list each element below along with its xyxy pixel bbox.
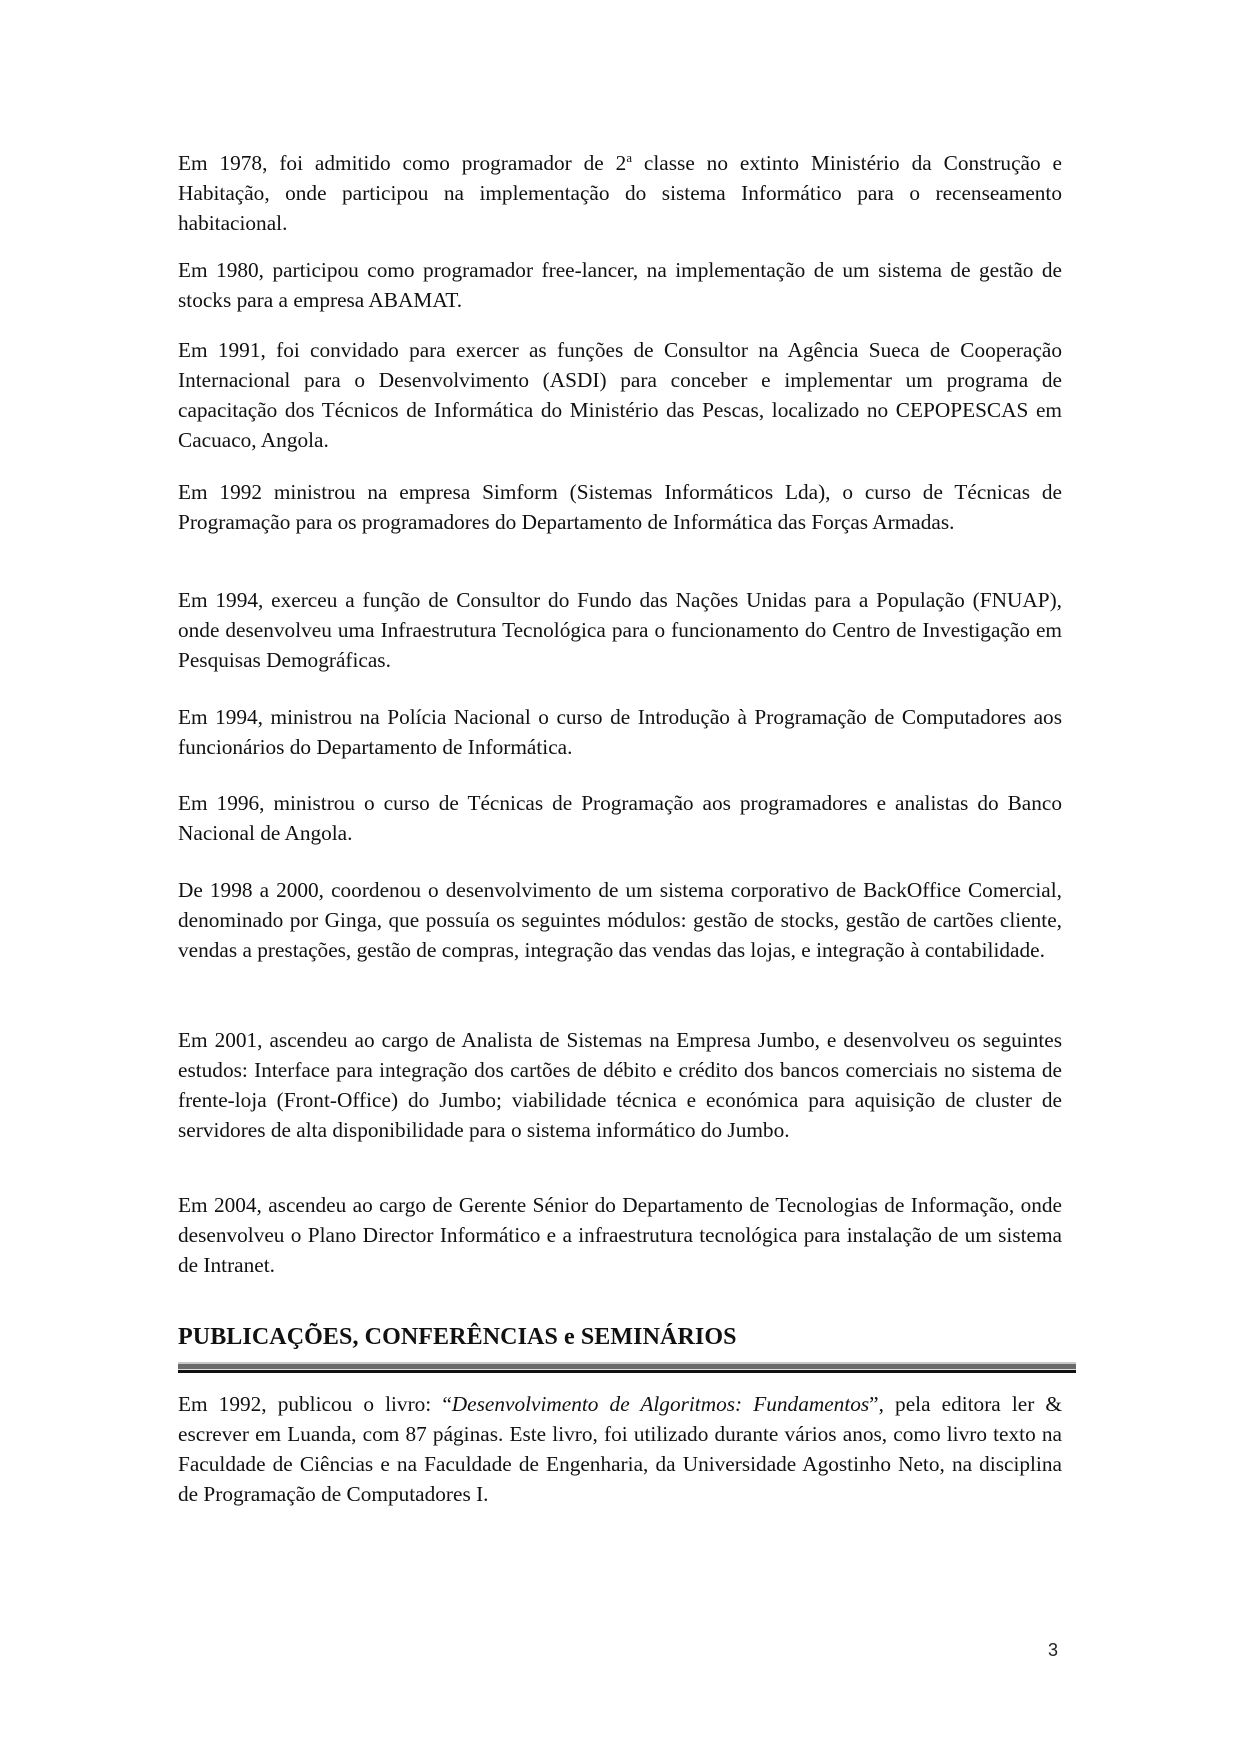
paragraph-text: ”, pela editora ler & escrever em Luanda, com 87 páginas. Este livro, foi utilizado durante vários anos, como livro texto na Faculdade de Ciências e na Faculdade de Engenharia, da Universidade Agostinho Neto, na disciplina de Programação de Computadores I.: [178, 1392, 1062, 1506]
paragraph-1978: [178, 148, 1062, 238]
paragraph-2004: Em 2004, ascendeu ao cargo de Gerente Sénior do Departamento de Tecnologias de Informação, onde desenvolveu o Plano Director Informático e a infraestrutura tecnológica para instalação de um sistema de Intranet.: [178, 1193, 1062, 1277]
paragraph-1998: De 1998 a 2000, coordenou o desenvolvimento de um sistema corporativo de BackOffice Comercial, denominado por Ginga, que possuía os seguintes módulos: gestão de stocks, gestão de cartões cliente, vendas a prestações, gestão de compras, integração das vendas das lojas, e integração à contabilidade.: [178, 878, 1062, 962]
paragraph-text: Em 1978, foi admitido como programador de 2: [178, 151, 627, 175]
section-heading-publicacoes: PUBLICAÇÕES, CONFERÊNCIAS e SEMINÁRIOS: [178, 1324, 737, 1350]
paragraph-1992: Em 1992 ministrou na empresa Simform (Sistemas Informáticos Lda), o curso de Técnicas de Programação para os programadores do Departamento de Informática das Forças Armadas.: [178, 480, 1062, 534]
paragraph-1980: Em 1980, participou como programador free-lancer, na implementação de um sistema de gestão de stocks para a empresa ABAMAT.: [178, 258, 1062, 312]
heading-underline-rule: [178, 1362, 1076, 1373]
paragraph-1994-policia: Em 1994, ministrou na Polícia Nacional o curso de Introdução à Programação de Computadores aos funcionários do Departamento de Informática.: [178, 705, 1062, 759]
paragraph-text: Em 1992, publicou o livro: “: [178, 1392, 452, 1416]
page-number: 3: [1048, 1640, 1059, 1660]
book-title: Desenvolvimento de Algoritmos: Fundamentos: [451, 1392, 870, 1416]
paragraph-1996: Em 1996, ministrou o curso de Técnicas de Programação aos programadores e analistas do Banco Nacional de Angola.: [178, 791, 1062, 845]
paragraph-publicacao-1992: [178, 1389, 1062, 1509]
paragraph-2001: Em 2001, ascendeu ao cargo de Analista de Sistemas na Empresa Jumbo, e desenvolveu os seguintes estudos: Interface para integração dos cartões de débito e crédito dos bancos comerciais no sistema de frente-loja (Front-Office) do Jumbo; viabilidade técnica e económica para aquisição de cluster de servidores de alta disponibilidade para o sistema informático do Jumbo.: [178, 1028, 1062, 1142]
ordinal-superscript: a: [626, 150, 632, 165]
paragraph-1991: Em 1991, foi convidado para exercer as funções de Consultor na Agência Sueca de Cooperação Internacional para o Desenvolvimento (ASDI) para conceber e implementar um programa de capacitação dos Técnicos de Informática do Ministério das Pescas, localizado no CEPOPESCAS em Cacuaco, Angola.: [178, 338, 1062, 452]
paragraph-1994-consultor: Em 1994, exerceu a função de Consultor do Fundo das Nações Unidas para a População (FNUAP), onde desenvolveu uma Infraestrutura Tecnológica para o funcionamento do Centro de Investigação em Pesquisas Demográficas.: [178, 588, 1062, 672]
paragraph-text: classe no extinto Ministério da Construção e Habitação, onde participou na implementação do sistema Informático para o recenseamento habitacional.: [178, 151, 1062, 235]
